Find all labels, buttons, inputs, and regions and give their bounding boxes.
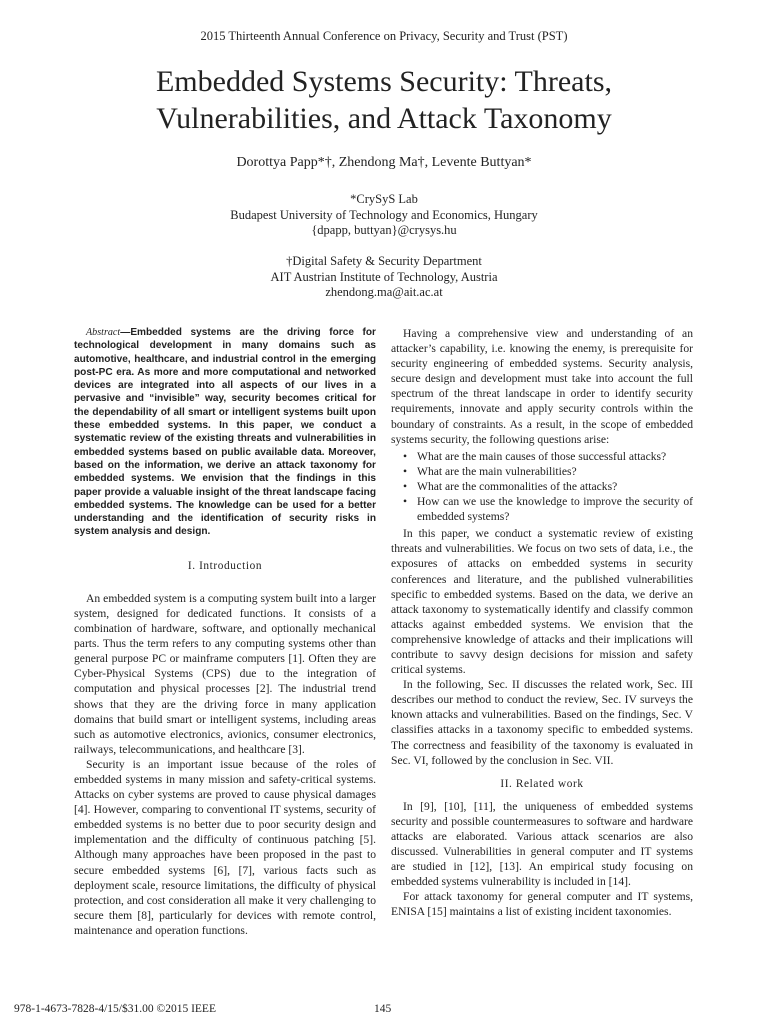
conference-header: 2015 Thirteenth Annual Conference on Privacy, Security and Trust (PST) [200, 29, 568, 43]
paragraph: In the following, Sec. II discusses the related work, Sec. III describes our method to conduct the review, Sec. IV surveys the known attacks and vulnerabilities. Based on the findings, Sec. V classifies attacks in a taxonomy specific to embedded systems. The correctness and feasibility of the taxonomy is evaluated in Sec. VI, followed by the conclusion in Sec. VII. [391, 678, 693, 767]
paragraph: Security is an important issue because of the roles of embedded systems in many mission and safety-critical systems. Attacks on cyber systems are proved to cause physical damages [4]. However, comparing to conventional IT systems, security of embedded systems is no better due to poor security design and implementation and the difficulty of continuous patching [5]. Although many approaches have been proposed in the past to secure embedded systems [6], [7], various facts such as deployment scale, resource limitations, the difficulty of physical protection, and cost consideration all make it very challenging to secure them [8], particularly for devices with remote control, maintenance and operation functions. [74, 757, 376, 937]
affiliation-line: AIT Austrian Institute of Technology, Austria [270, 269, 498, 284]
abstract-lead: Abstract [86, 327, 121, 338]
affiliation-ait [0, 254, 768, 301]
list-item: • What are the main vulnerabilities? [417, 464, 693, 479]
abstract [74, 326, 376, 539]
author-list: Dorottya Papp*†, Zhendong Ma†, Levente Buttyan* [236, 155, 532, 170]
section-heading-related-work: II. Related work [500, 777, 584, 790]
affiliation-line: Budapest University of Technology and Economics, Hungary [230, 207, 538, 222]
paragraph: An embedded system is a computing system built into a larger system, designed for dedicated functions. It consists of a combination of hardware, software, and optionally mechanical parts. Thus the term refers to any computing systems other than general purpose PC or mainframe computers [1]. Often they are Cyber-Physical Systems (CPS) due to the integration of computation and physical processes [2]. The industrial trend shows that they are the driving force in many application domains that build smart or intelligent systems, including areas such as automotive electronics, avionics, consumer electronics, railways, telecommunications, and healthcare [3]. [74, 591, 376, 756]
title-line: Vulnerabilities, and Attack Taxonomy [156, 102, 612, 135]
paper-title [0, 63, 768, 137]
paragraph: For attack taxonomy for general computer and IT systems, ENISA [15] maintains a list of existing incident taxonomies. [391, 890, 693, 919]
affiliation-crysys [0, 192, 768, 239]
left-column [74, 326, 376, 938]
question-list [391, 449, 693, 524]
title-line: Embedded Systems Security: Threats, [155, 65, 613, 98]
list-item: • What are the commonalities of the attacks? [417, 479, 693, 494]
list-item: • How can we use the knowledge to improve the security of embedded systems? [417, 494, 693, 524]
right-column [391, 326, 693, 920]
paragraph: In [9], [10], [11], the uniqueness of embedded systems security and possible countermeasures to software and hardware attacks are elaborated. Various attack scenarios are also discussed. Vulnerabilities in general computer and IT systems are studied in [12], [13]. An empirical study focusing on embedded systems vulnerability is included in [14]. [391, 799, 693, 889]
paragraph: In this paper, we conduct a systematic review of existing threats and vulnerabilities. We focus on two sets of data, i.e., the exposures of attacks on embedded systems in security conferences and literature, and the published vulnerabilities specific to embedded systems. Based on the data, we derive an attack taxonomy to systematically identify and classify common attacks against embedded systems. We envision that the comprehensive knowledge of attacks and their implications will contribute to savvy design decisions for mission and safety critical systems. [391, 527, 693, 677]
page-number: 145 [374, 1003, 392, 1015]
affiliation-email: zhendong.ma@ait.ac.at [325, 285, 443, 299]
affiliation-email: {dpapp, buttyan}@crysys.hu [311, 223, 457, 237]
affiliation-line: *CrySyS Lab [350, 192, 418, 206]
list-item: • What are the main causes of those successful attacks? [417, 449, 693, 464]
section-heading-introduction: I. Introduction [187, 559, 263, 572]
affiliation-line: †Digital Safety & Security Department [286, 254, 482, 268]
paragraph: Having a comprehensive view and understanding of an attacker’s capability, i.e. knowing the enemy, is prerequisite for security engineering of embedded systems. Security analysis, secure design and development must take into account the full spectrum of the threat landscape in order to identify security requirements, innovate and apply security controls within the boundary of constraints. As a result, in the scope of embedded systems security, the following questions arise: [391, 327, 693, 446]
abstract-text: —Embedded systems are the driving force for technological development in many domains such as automotive, healthcare, and industrial control in the emerging post-PC era. As more and more computational and networked devices are integrated into all aspects of our lives in a pervasive and “invisible” way, security becomes critical for the dependability of all smart or intelligent systems built upon these embedded systems. In this paper, we conduct a systematic review of the existing threats and vulnerabilities in embedded systems based on public available data. Moreover, based on the information, we derive an attack taxonomy for embedded systems. We envision that the findings in this paper provide a valuable insight of the threat landscape facing embedded systems. The knowledge can be used for a better understanding and the identification of security risks in system analysis and design. [74, 327, 376, 538]
copyright-notice: 978-1-4673-7828-4/15/$31.00 ©2015 IEEE [14, 1003, 216, 1015]
